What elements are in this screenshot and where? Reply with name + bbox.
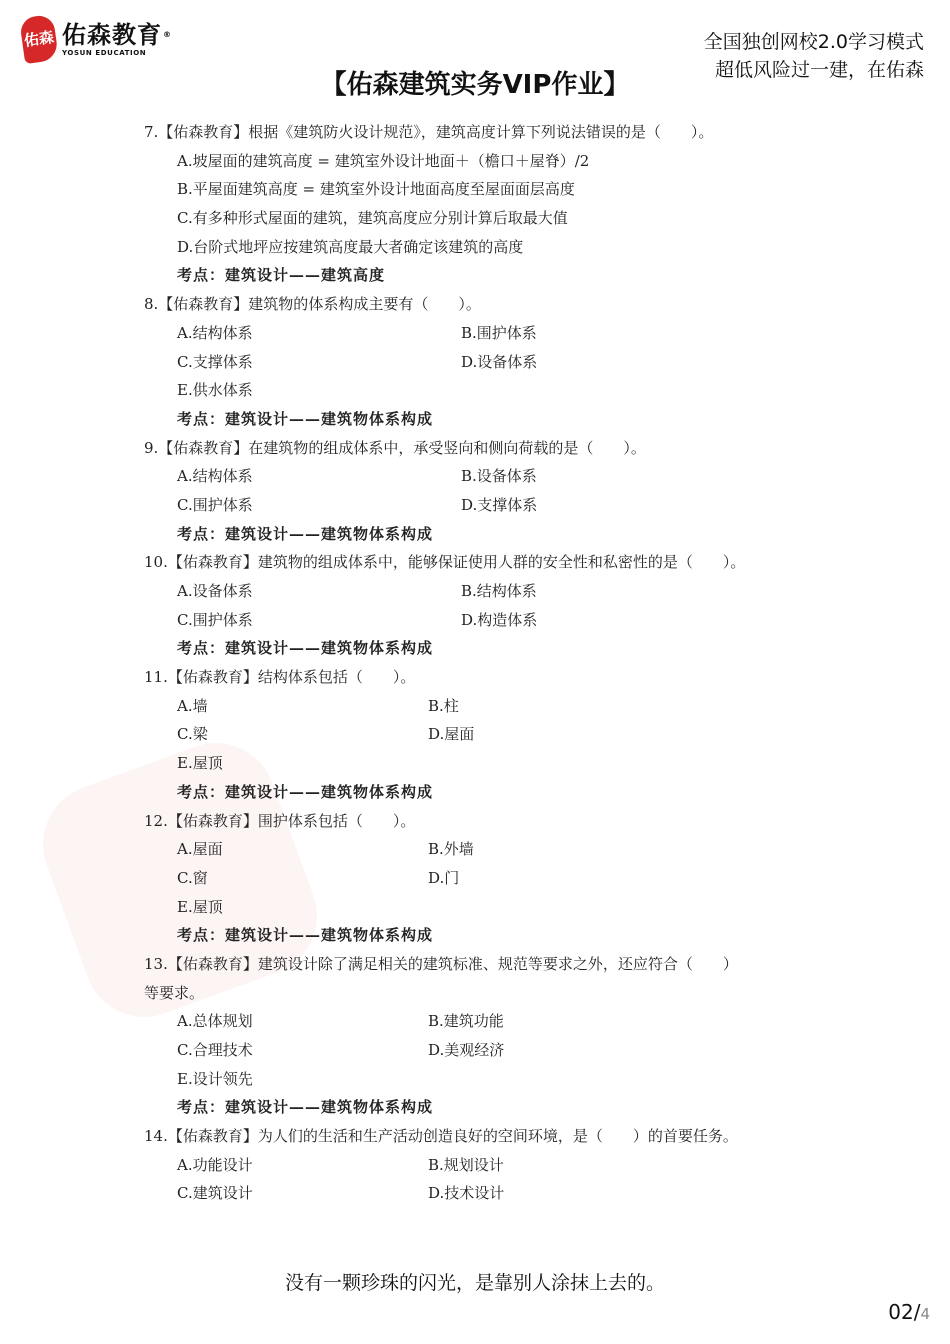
option-item[interactable]: E.屋顶 (177, 754, 223, 773)
question-stem: 11.【佑森教育】结构体系包括（ ）。 (144, 668, 416, 687)
option-row (144, 893, 844, 922)
question-block (144, 434, 844, 549)
page-title: 【佑森建筑实务VIP作业】 (320, 70, 630, 100)
option-row (144, 147, 844, 176)
exam-point: 考点：建筑设计——建筑物体系构成 (177, 524, 434, 543)
option-item[interactable]: B.柱 (428, 696, 459, 715)
logo-mark-icon: 佑森 (19, 14, 59, 64)
option-item[interactable]: A.结构体系 (177, 323, 253, 342)
option-item[interactable]: D.支撑体系 (461, 495, 538, 514)
exam-point: 考点：建筑设计——建筑物体系构成 (177, 926, 434, 945)
option-item[interactable]: C.围护体系 (177, 610, 253, 629)
option-item[interactable]: A.墙 (177, 696, 208, 715)
option-row (144, 1065, 844, 1094)
option-row (144, 577, 844, 606)
logo-name: 佑森教育® (62, 21, 172, 49)
option-item[interactable]: B.规划设计 (428, 1155, 504, 1174)
option-row (144, 1036, 844, 1065)
option-item[interactable]: D.美观经济 (428, 1041, 505, 1059)
option-item[interactable]: C.建筑设计 (177, 1184, 253, 1203)
option-item[interactable]: C.合理技术 (177, 1041, 253, 1059)
option-row (144, 204, 844, 233)
question-block (144, 950, 844, 1122)
slogan-line-2: 超低风险过一建，在佑森 (714, 59, 924, 81)
option-item[interactable]: E.屋顶 (177, 897, 223, 916)
question-stem: 10.【佑森教育】建筑物的组成体系中，能够保证使用人群的安全性和私密性的是（ ）。 (144, 553, 746, 572)
option-row (144, 233, 844, 262)
option-item[interactable]: B.建筑功能 (428, 1012, 504, 1031)
option-row (144, 720, 844, 749)
option-row (144, 692, 844, 721)
brand-logo (22, 16, 172, 62)
exam-point: 考点：建筑设计——建筑高度 (177, 266, 386, 285)
option-item[interactable]: B.结构体系 (461, 582, 537, 600)
exam-point: 考点：建筑设计——建筑物体系构成 (177, 782, 434, 801)
footer-quote: 没有一颗珍珠的闪光，是靠别人涂抹上去的。 (284, 1272, 665, 1294)
option-item[interactable]: D.台阶式地坪应按建筑高度最大者确定该建筑的高度 (177, 237, 524, 256)
option-row (144, 348, 844, 377)
question-stem: 14.【佑森教育】为人们的生活和生产活动创造良好的空间环境，是（ ）的首要任务。 (144, 1127, 738, 1146)
option-item[interactable]: A.功能设计 (177, 1155, 253, 1174)
option-item[interactable]: B.围护体系 (461, 323, 537, 342)
option-item[interactable]: C.围护体系 (177, 495, 253, 514)
option-row (144, 835, 844, 864)
option-item[interactable]: D.技术设计 (428, 1184, 505, 1203)
option-item[interactable]: C.有多种形式屋面的建筑，建筑高度应分别计算后取最大值 (177, 209, 568, 228)
exam-point: 考点：建筑设计——建筑物体系构成 (177, 1098, 434, 1117)
option-item[interactable]: E.设计领先 (177, 1069, 253, 1088)
option-item[interactable]: D.构造体系 (461, 610, 538, 629)
option-item[interactable]: D.门 (428, 868, 460, 887)
option-row (144, 606, 844, 635)
logo-english: YOSUN EDUCATION (62, 49, 147, 57)
question-block (144, 548, 844, 663)
option-row (144, 376, 844, 405)
option-item[interactable]: A.坡屋面的建筑高度 = 建筑室外设计地面＋（檐口＋屋脊）/2 (177, 151, 590, 170)
question-block (144, 1122, 844, 1208)
option-item[interactable]: C.梁 (177, 725, 208, 744)
option-row (144, 1007, 844, 1036)
question-stem-continued: 等要求。 (144, 983, 205, 1002)
question-stem: 12.【佑森教育】围护体系包括（ ）。 (144, 811, 416, 830)
option-item[interactable]: C.窗 (177, 868, 208, 887)
option-item[interactable]: A.设备体系 (177, 582, 253, 600)
option-row (144, 749, 844, 778)
option-item[interactable]: A.结构体系 (177, 467, 253, 486)
question-block (144, 290, 844, 433)
option-item[interactable]: D.设备体系 (461, 352, 538, 371)
option-row (144, 462, 844, 491)
question-block (144, 663, 844, 806)
option-row (144, 319, 844, 348)
option-item[interactable]: C.支撑体系 (177, 352, 253, 371)
question-list (144, 118, 844, 1208)
option-item[interactable]: A.屋面 (177, 840, 223, 859)
question-stem: 7.【佑森教育】根据《建筑防火设计规范》，建筑高度计算下列说法错误的是（ ）。 (144, 123, 714, 141)
option-row (144, 491, 844, 520)
option-row (144, 175, 844, 204)
question-block (144, 118, 844, 290)
exam-point: 考点：建筑设计——建筑物体系构成 (177, 409, 434, 428)
option-item[interactable]: B.平屋面建筑高度 = 建筑室外设计地面高度至屋面面层高度 (177, 180, 575, 199)
option-row (144, 1151, 844, 1180)
option-item[interactable]: B.外墙 (428, 840, 474, 859)
question-stem: 9.【佑森教育】在建筑物的组成体系中，承受竖向和侧向荷载的是（ ）。 (144, 438, 646, 457)
page-number: 02/4 (888, 1300, 930, 1324)
option-item[interactable]: A.总体规划 (177, 1012, 253, 1031)
option-row (144, 864, 844, 893)
slogan-line-1: 全国独创网校2.0学习模式 (703, 31, 924, 53)
exam-point: 考点：建筑设计——建筑物体系构成 (177, 639, 434, 658)
question-stem: 8.【佑森教育】建筑物的体系构成主要有（ ）。 (144, 295, 481, 314)
option-item[interactable]: B.设备体系 (461, 467, 537, 486)
option-item[interactable]: D.屋面 (428, 725, 475, 744)
option-row (144, 1179, 844, 1208)
question-block (144, 807, 844, 950)
option-item[interactable]: E.供水体系 (177, 381, 253, 400)
question-stem: 13.【佑森教育】建筑设计除了满足相关的建筑标准、规范等要求之外，还应符合（ ） (144, 954, 738, 973)
